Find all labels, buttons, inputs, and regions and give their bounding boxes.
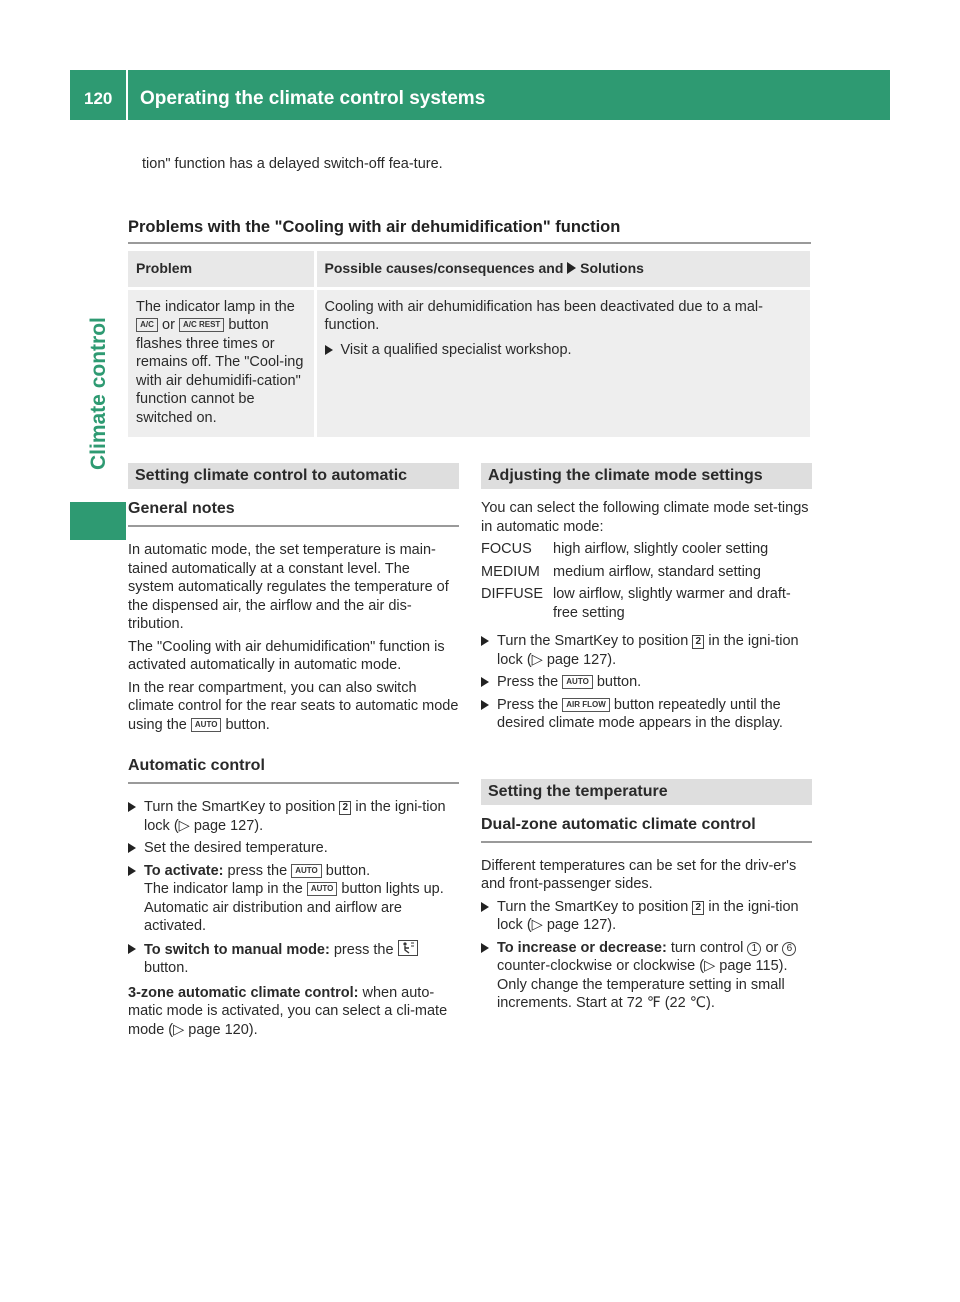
section-heading-temperature: Setting the temperature (481, 779, 812, 805)
table-header-row (128, 251, 811, 288)
col-problem-header (128, 251, 315, 288)
text-span: Turn the SmartKey to position (497, 898, 689, 915)
list-item (128, 798, 459, 835)
arrow-right-icon (128, 802, 136, 812)
position-2-icon: 2 (339, 801, 351, 815)
text-span: press the (333, 941, 394, 958)
arrow-right-icon (481, 636, 489, 646)
table-row (481, 540, 812, 563)
arrow-right-icon (128, 843, 136, 853)
arrow-right-icon (567, 262, 576, 274)
list-item (128, 839, 459, 858)
side-chapter-marker (70, 502, 126, 540)
general-notes-paragraph: The "Cooling with air dehumidification" function is activated automatically in automatic mode. (128, 638, 445, 673)
step-label: To switch to manual mode: (144, 941, 330, 958)
text-span: Turn the SmartKey to position (144, 799, 336, 815)
text-span: Press the (497, 696, 559, 713)
position-2-icon: 2 (692, 635, 704, 649)
side-chapter-label: Climate control (87, 317, 110, 470)
table-row (128, 288, 811, 437)
list-item (481, 898, 812, 935)
list-item (481, 939, 812, 1013)
arrow-right-icon (481, 902, 489, 912)
text-span: button lights up. Automatic air distribution and airflow are activated. (144, 881, 444, 934)
col-problem-label: Problem (136, 260, 193, 276)
position-2-icon: 2 (692, 901, 704, 915)
text-span: button. (596, 674, 642, 690)
ac-button-icon: A/C (136, 318, 158, 332)
arrow-right-icon (481, 700, 489, 710)
zone-paragraph (128, 984, 459, 1040)
mode-desc: low airflow, slightly warmer and draft-free setting (553, 586, 791, 621)
manual-airflow-icon (398, 940, 418, 956)
step-label: To activate: (144, 862, 224, 879)
cause-text: Cooling with air dehumidification has been deactivated due to a mal-function. (324, 298, 763, 333)
header-divider (126, 70, 128, 120)
text-span: in the igni-tion lock (▷ page 127). (497, 898, 799, 933)
zone-label: 3-zone automatic climate control: (128, 984, 359, 1001)
table-row (481, 585, 812, 626)
problem-text-b: button flashes three times or remains off. The "Cool-ing with air dehumidifi-cation" function cannot be switched on. (136, 317, 304, 426)
text-span: In the rear compartment, you can also switch climate control for the rear seats to automatic mode using the (128, 679, 459, 733)
climate-mode-table (481, 540, 812, 626)
left-column (128, 463, 459, 1043)
right-column (481, 463, 812, 1017)
general-notes-heading: General notes (128, 499, 459, 527)
table-row (481, 563, 812, 586)
text-span: Only change the temperature setting in small increments. Start at 72 ℉ (22 ℃). (497, 976, 785, 1011)
text-span: The indicator lamp in the (144, 881, 303, 897)
list-item (481, 696, 812, 733)
text-span: button. (225, 716, 270, 733)
list-item (128, 940, 459, 978)
col-solutions-prefix: Possible causes/consequences and (324, 260, 564, 276)
text-span: Set the desired temperature. (144, 840, 328, 856)
step-label: To increase or decrease: (497, 939, 667, 956)
list-item (481, 673, 812, 692)
arrow-right-icon (481, 677, 489, 687)
text-span: press the (227, 862, 288, 879)
control-1-icon: 1 (747, 942, 761, 956)
text-span: button. (325, 862, 371, 879)
general-notes-paragraph: In automatic mode, the set temperature is main-tained automatically at a constant level. The system automatically regulates the temperature of the dispensed air, the airflow and the air dis-tribution. (128, 542, 449, 632)
spacer (128, 738, 459, 756)
arrow-right-icon (325, 345, 333, 355)
auto-button-icon: AUTO (562, 675, 593, 689)
text-span: counter-clockwise or clockwise (▷ page 115). (497, 958, 788, 974)
arrow-right-icon (128, 866, 136, 876)
solution-text: Visit a qualified specialist workshop. (340, 341, 572, 358)
text-span: in the igni-tion lock (▷ page 127). (144, 799, 446, 834)
col-solutions-header (315, 251, 811, 288)
auto-button-icon: AUTO (291, 864, 322, 878)
col-solutions-suffix: Solutions (580, 260, 644, 276)
auto-button-icon: AUTO (191, 718, 222, 732)
text-span: Turn the SmartKey to position (497, 633, 689, 649)
problems-table (128, 251, 813, 437)
mode-name: MEDIUM (481, 563, 540, 580)
auto-button-icon: AUTO (307, 882, 338, 896)
mode-name: DIFFUSE (481, 586, 544, 602)
text-span: button repeatedly until the desired climate mode appears in the display. (497, 696, 783, 731)
problem-cell (128, 288, 315, 437)
solution-step (325, 341, 802, 360)
control-6-icon: 6 (782, 942, 796, 956)
section-heading-climate-mode: Adjusting the climate mode settings (481, 463, 812, 489)
zone-text: when auto-matic mode is activated, you can select a cli-mate mode (▷ page 120). (128, 984, 448, 1038)
dual-zone-heading: Dual-zone automatic climate control (481, 815, 812, 843)
solution-cell (315, 288, 811, 437)
problem-text-a: The indicator lamp in the (136, 298, 295, 315)
page-title: Operating the climate control systems (140, 88, 486, 109)
section-heading-automatic: Setting climate control to automatic (128, 463, 459, 489)
dual-zone-intro: Different temperatures can be set for the driv-er's and front-passenger sides. (481, 857, 797, 892)
arrow-right-icon (481, 943, 489, 953)
arrow-right-icon (128, 944, 136, 954)
text-span: Press the (497, 674, 559, 690)
problems-heading: Problems with the "Cooling with air dehumidification" function (128, 216, 811, 244)
air-flow-button-icon: AIR FLOW (562, 698, 610, 712)
mode-desc: high airflow, slightly cooler setting (553, 541, 769, 557)
mode-name: FOCUS (481, 541, 532, 557)
text-span: turn control (670, 939, 744, 956)
text-span: button. (144, 960, 189, 976)
automatic-control-heading: Automatic control (128, 756, 459, 784)
ac-rest-button-icon: A/C REST (179, 318, 224, 332)
mode-desc: medium airflow, standard setting (553, 563, 761, 580)
list-item (128, 862, 459, 936)
intro-continuation: tion" function has a delayed switch-off fea-ture. (142, 156, 443, 172)
list-item (481, 632, 812, 669)
page-number: 120 (84, 89, 113, 108)
spacer (481, 737, 812, 779)
general-notes-paragraph (128, 679, 459, 735)
text-span: in the igni-tion lock (▷ page 127). (497, 633, 799, 668)
text-span: or (765, 939, 779, 956)
climate-mode-intro: You can select the following climate mode set-tings in automatic mode: (481, 500, 809, 535)
problem-text-or: or (162, 317, 175, 333)
